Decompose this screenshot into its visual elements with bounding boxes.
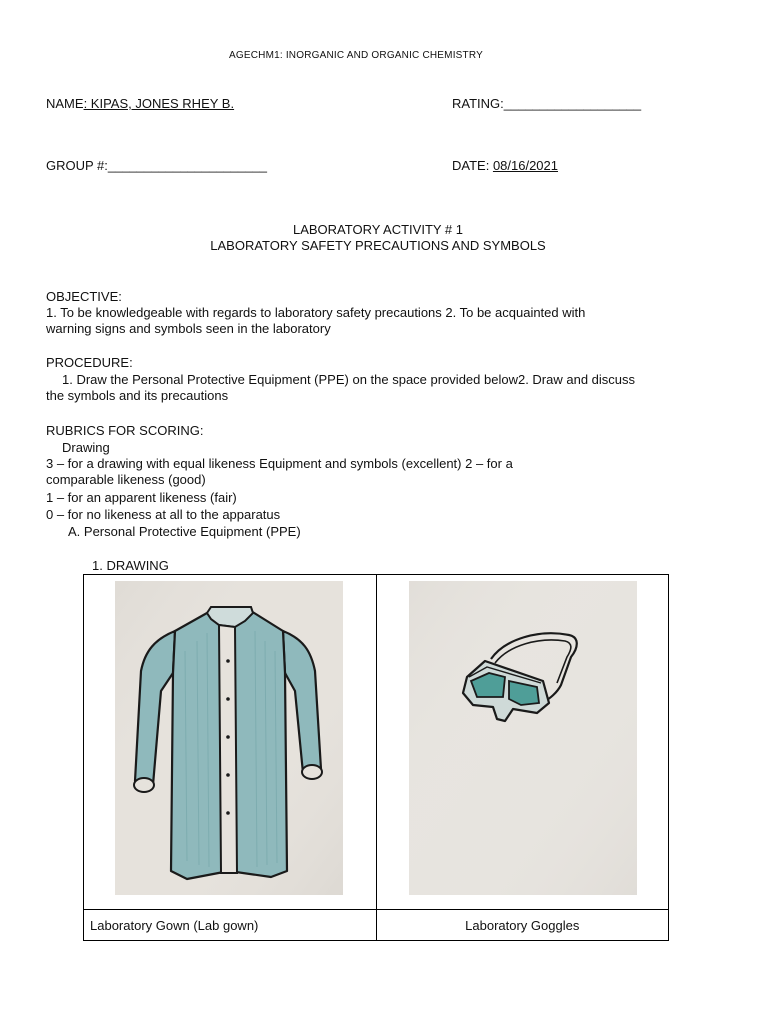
gown-drawing-cell	[84, 575, 377, 910]
rubric-line-2: comparable likeness (good)	[46, 472, 206, 487]
group-blank: ______________________	[107, 158, 267, 173]
goggles-drawing	[409, 581, 637, 895]
objective-line-2: warning signs and symbols seen in the laboratory	[46, 321, 331, 336]
date-field	[452, 158, 558, 173]
ppe-section-title: A. Personal Protective Equipment (PPE)	[68, 524, 301, 539]
procedure-heading: PROCEDURE:	[46, 355, 133, 370]
goggles-illustration	[409, 581, 637, 895]
rubric-line-1: 3 – for a drawing with equal likeness Equipment and symbols (excellent) 2 – for a	[46, 456, 513, 471]
rubric-line-4: 0 – for no likeness at all to the apparatus	[46, 507, 281, 522]
name-field	[46, 96, 234, 111]
date-label: DATE:	[452, 158, 493, 173]
goggles-drawing-cell	[376, 575, 669, 910]
gown-drawing	[115, 581, 343, 895]
objective-line-1: 1. To be knowledgeable with regards to laboratory safety precautions 2. To be acquainted with	[46, 305, 586, 320]
rating-label: RATING:	[452, 96, 504, 111]
caption-row	[84, 910, 669, 941]
goggles-caption: Laboratory Goggles	[376, 910, 669, 941]
activity-title: LABORATORY ACTIVITY # 1	[292, 222, 464, 237]
rubric-line-3: 1 – for an apparent likeness (fair)	[46, 490, 237, 505]
gown-caption: Laboratory Gown (Lab gown)	[84, 910, 377, 941]
gown-illustration	[115, 581, 343, 895]
date-value: 08/16/2021	[492, 158, 559, 173]
procedure-line-1: 1. Draw the Personal Protective Equipment (PPE) on the space provided below2. Draw and discuss	[62, 372, 636, 387]
drawing-row	[84, 575, 669, 910]
activity-topic: LABORATORY SAFETY PRECAUTIONS AND SYMBOLS	[210, 238, 546, 253]
group-label: GROUP #:	[46, 158, 108, 173]
course-title: AGECHM1: INORGANIC AND ORGANIC CHEMISTRY	[229, 50, 483, 61]
rating-blank: ___________________	[503, 96, 642, 111]
drawing-heading: 1. DRAWING	[92, 558, 169, 573]
ppe-drawing-table	[83, 574, 669, 941]
group-field	[46, 158, 267, 173]
name-value: : KIPAS, JONES RHEY B.	[83, 96, 235, 111]
rubrics-heading: RUBRICS FOR SCORING:	[46, 423, 204, 438]
rating-field	[452, 96, 641, 111]
rubrics-subheading: Drawing	[62, 440, 110, 455]
procedure-line-2: the symbols and its precautions	[46, 388, 229, 403]
name-label: NAME	[46, 96, 84, 111]
objective-heading: OBJECTIVE:	[46, 289, 122, 304]
